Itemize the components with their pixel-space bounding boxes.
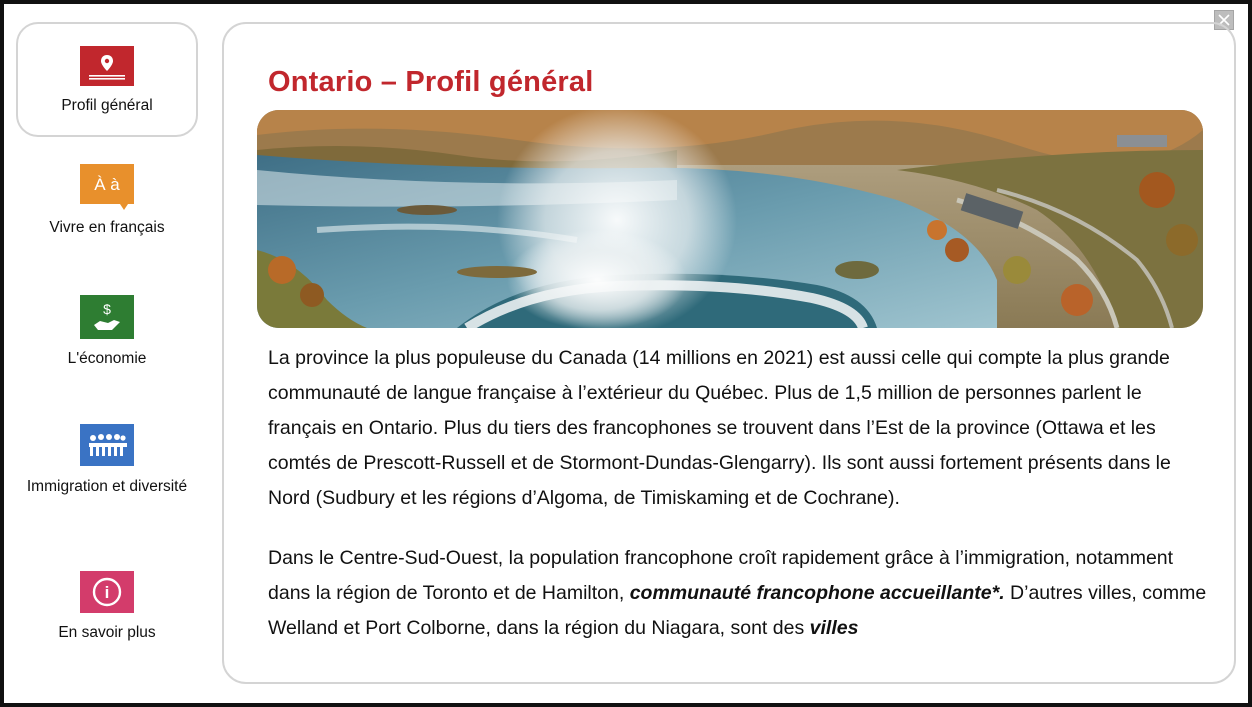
page-title: Ontario – Profil général [268, 66, 594, 98]
hero-image [257, 110, 1203, 328]
sidebar-item-economie[interactable] [16, 297, 198, 369]
paragraph-1: La province la plus populeuse du Canada (14 millions en 2021) est aussi celle qui compte la plus grande communauté de langue française à l’extérieur du Québec. Plus de 1,5 million de personnes parlent le français en Ontario. Plus du tiers des francophones se trouvent dans l’Est de la province (Ottawa et les comtés de Prescott-Russell et de Stormont-Dundas-Glengarry). Ils sont aussi fortement présents dans le Nord (Sudbury et les régions d’Algoma, de Timiskaming et de Cochrane). [268, 347, 1171, 509]
map-pin-icon [80, 46, 134, 86]
body-text [268, 341, 1208, 671]
sidebar-item-en-savoir-plus[interactable] [16, 572, 198, 643]
sidebar-item-label: En savoir plus [58, 624, 156, 641]
sidebar-item-immigration-diversite[interactable] [16, 425, 198, 497]
sidebar-item-vivre-en-francais[interactable] [16, 168, 198, 238]
emphasis-accueillante: communauté francophone accueillante*. [629, 582, 1005, 604]
sidebar-item-label: Vivre en français [49, 219, 165, 236]
info-icon [80, 572, 134, 612]
paragraph-2 [268, 541, 1208, 646]
sidebar-item-label: Profil général [61, 97, 153, 114]
modal-window [4, 4, 1248, 703]
info-icon-text: i [104, 583, 110, 602]
money-hand-icon-text: $ [103, 301, 111, 317]
sidebar-item-label: Immigration et diversité [26, 478, 188, 495]
sidebar-item-label: L'économie [67, 350, 147, 367]
speech-bubble-icon [80, 168, 134, 208]
sidebar-item-profil-general[interactable] [16, 22, 198, 137]
paragraph-2-text-2: D’autres villes, comme Welland et Port Colborne, dans la région du Niagara, sont des [268, 582, 1207, 639]
people-group-icon [80, 425, 134, 465]
content-panel [222, 22, 1236, 684]
emphasis-villes: villes [809, 617, 859, 639]
speech-bubble-icon-text: À à [94, 175, 120, 194]
paragraph-2-text-1: Dans le Centre-Sud-Ouest, la population francophone croît rapidement grâce à l’immigration, notamment dans la région de Toronto et de Hamilton, [268, 547, 1174, 604]
money-hand-icon [80, 297, 134, 337]
